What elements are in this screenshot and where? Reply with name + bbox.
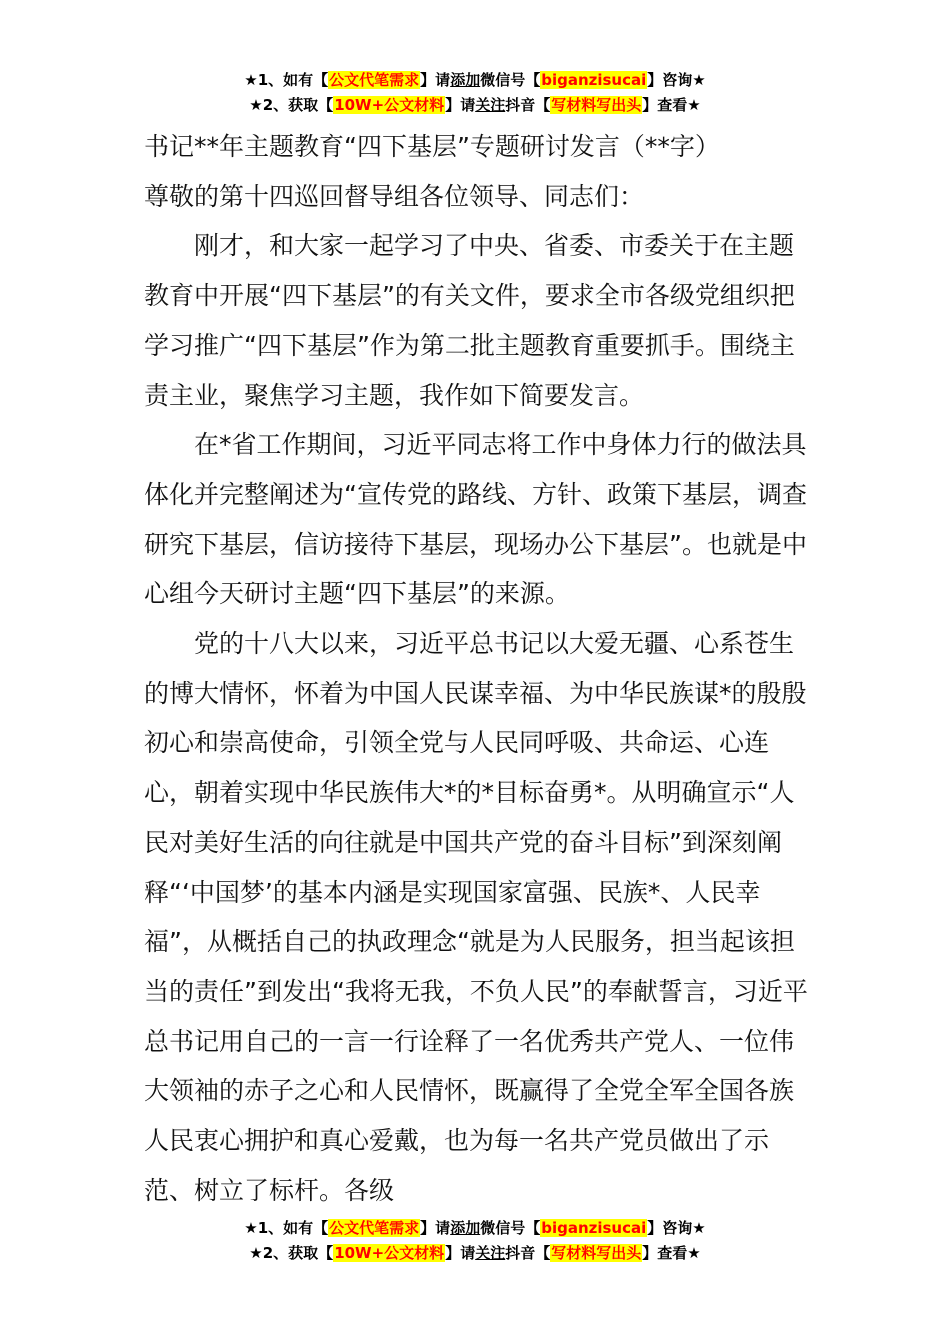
document-body: [144, 122, 814, 1215]
highlight-wechat-id: biganzisucai: [541, 1219, 647, 1237]
highlight-douyin-account: 写材料写出头: [551, 1244, 642, 1262]
highlight-douyin-account: 写材料写出头: [551, 96, 642, 114]
banner-line-1: ★1、如有【公文代笔需求】请添加微信号【biganzisucai】咨询★: [244, 71, 706, 89]
highlight-materials: 10W+公文材料: [334, 96, 445, 114]
header-banner: [0, 68, 950, 118]
highlight-wechat-id: biganzisucai: [541, 71, 647, 89]
banner-line-2: ★2、获取【10W+公文材料】请关注抖音【写材料写出头】查看★: [249, 96, 701, 114]
document-title: 书记**年主题教育“四下基层”专题研讨发言（**字）: [144, 132, 720, 161]
paragraph-1: 刚才，和大家一起学习了中央、省委、市委关于在主题教育中开展“四下基层”的有关文件，要求全市各级党组织把学习推广“四下基层”作为第二批主题教育重要抓手。围绕主责主业，聚焦学习主题，我作如下简要发言。: [144, 231, 795, 410]
banner-line-2: ★2、获取【10W+公文材料】请关注抖音【写材料写出头】查看★: [249, 1244, 701, 1262]
paragraph-2: 在*省工作期间，习近平同志将工作中身体力行的做法具体化并完整阐述为“宣传党的路线、方针、政策下基层，调查研究下基层，信访接待下基层，现场办公下基层”。也就是中心组今天研讨主题“四下基层”的来源。: [144, 430, 807, 609]
paragraph-3: 党的十八大以来，习近平总书记以大爱无疆、心系苍生的博大情怀，怀着为中国人民谋幸福、为中华民族谋*的殷殷初心和崇高使命，引领全党与人民同呼吸、共命运、心连心，朝着实现中华民族伟大*的*目标奋勇*。从明确宣示“人民对美好生活的向往就是中国共产党的奋斗目标”到深刻阐释“‘中国梦’的基本内涵是实现国家富强、民族*、人民幸福”，从概括自己的执政理念“就是为人民服务，担当起该担当的责任”到发出“我将无我，不负人民”的奉献誓言，习近平总书记用自己的一言一行诠释了一名优秀共产党人、一位伟大领袖的赤子之心和人民情怀，既赢得了全党全军全国各族人民衷心拥护和真心爱戴，也为每一名共产党员做出了示范、树立了标杆。各级: [144, 629, 808, 1205]
highlight-service: 公文代笔需求: [329, 1219, 420, 1237]
highlight-materials: 10W+公文材料: [334, 1244, 445, 1262]
salutation: 尊敬的第十四巡回督导组各位领导、同志们：: [144, 181, 645, 211]
banner-line-1: ★1、如有【公文代笔需求】请添加微信号【biganzisucai】咨询★: [244, 1219, 706, 1237]
highlight-service: 公文代笔需求: [329, 71, 420, 89]
footer-banner: [0, 1216, 950, 1266]
